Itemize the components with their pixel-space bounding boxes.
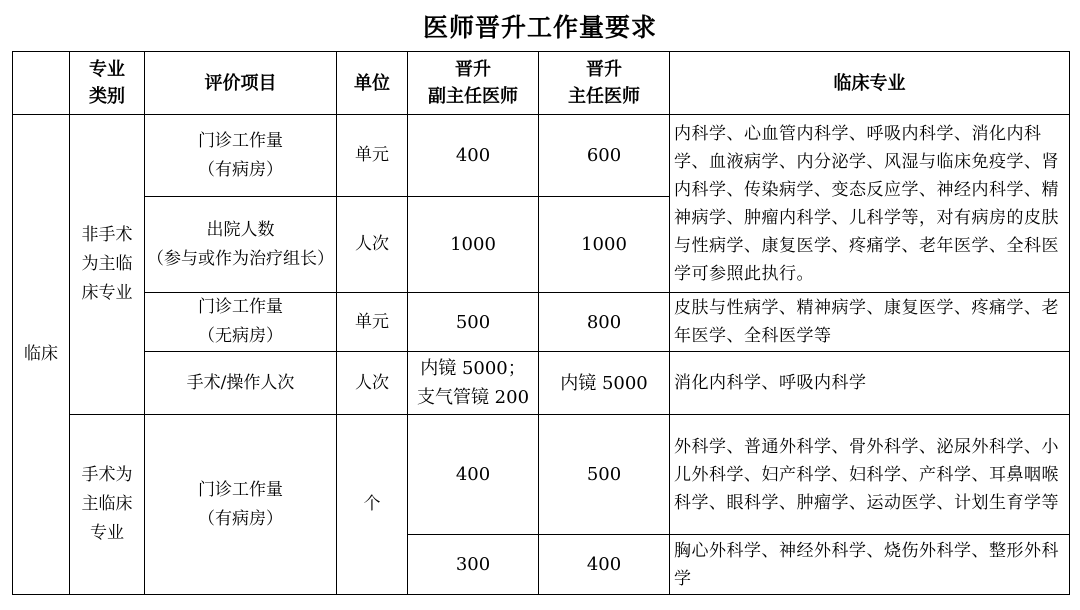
- vice-value: 400: [408, 415, 539, 535]
- unit-cell: 人次: [337, 197, 408, 293]
- header-vice-chief: 晋升 副主任医师: [408, 52, 539, 115]
- item-cell: 出院人数 （参与或作为治疗组长）: [145, 197, 337, 293]
- table-row: [13, 415, 1070, 535]
- header-unit: 单位: [337, 52, 408, 115]
- header-item: 评价项目: [145, 52, 337, 115]
- table-row: [13, 293, 1070, 352]
- vice-value: 300: [408, 535, 539, 595]
- header-category: 专业 类别: [70, 52, 145, 115]
- unit-cell: 单元: [337, 115, 408, 197]
- item-cell: 门诊工作量 （有病房）: [145, 115, 337, 197]
- unit-cell: 单元: [337, 293, 408, 352]
- item-cell: 门诊工作量 （有病房）: [145, 415, 337, 595]
- unit-cell: 个: [337, 415, 408, 595]
- vice-value: 400: [408, 115, 539, 197]
- table-row: [13, 352, 1070, 415]
- unit-cell: 人次: [337, 352, 408, 415]
- group-label: 临床: [13, 115, 70, 595]
- header-row: [13, 52, 1070, 115]
- header-blank: [13, 52, 70, 115]
- chief-value: 800: [539, 293, 670, 352]
- chief-value: 500: [539, 415, 670, 535]
- table-row: [13, 115, 1070, 197]
- vice-value: 500: [408, 293, 539, 352]
- header-specialty: 临床专业: [670, 52, 1070, 115]
- vice-value: 1000: [408, 197, 539, 293]
- specialty-cell: 胸心外科学、神经外科学、烧伤外科学、整形外科学: [670, 535, 1070, 595]
- item-cell: 门诊工作量 （无病房）: [145, 293, 337, 352]
- chief-value: 1000: [539, 197, 670, 293]
- specialty-cell: 皮肤与性病学、精神病学、康复医学、疼痛学、老年医学、全科医学等: [670, 293, 1070, 352]
- chief-value: 600: [539, 115, 670, 197]
- specialty-cell: 消化内科学、呼吸内科学: [670, 352, 1070, 415]
- category-nonsurgical: 非手术 为主临 床专业: [70, 115, 145, 415]
- workload-table: [12, 51, 1070, 595]
- specialty-cell: 内科学、心血管内科学、呼吸内科学、消化内科学、血液病学、内分泌学、风湿与临床免疫学、肾内科学、传染病学、变态反应学、神经内科学、精神病学、肿瘤内科学、儿科学等，对有病房的皮肤与性病学、康复医学、疼痛学、老年医学、全科医学可参照此执行。: [670, 115, 1070, 293]
- chief-value: 400: [539, 535, 670, 595]
- page-title: 医师晋升工作量要求: [422, 13, 657, 42]
- item-cell: 手术/操作人次: [145, 352, 337, 415]
- chief-value: 内镜 5000: [539, 352, 670, 415]
- vice-value: 内镜 5000； 支气管镜 200: [408, 352, 539, 415]
- header-chief: 晋升 主任医师: [539, 52, 670, 115]
- specialty-cell: 外科学、普通外科学、骨外科学、泌尿外科学、小儿外科学、妇产科学、妇科学、产科学、耳鼻咽喉科学、眼科学、肿瘤学、运动医学、计划生育学等: [670, 415, 1070, 535]
- category-surgical: 手术为 主临床 专业: [70, 415, 145, 595]
